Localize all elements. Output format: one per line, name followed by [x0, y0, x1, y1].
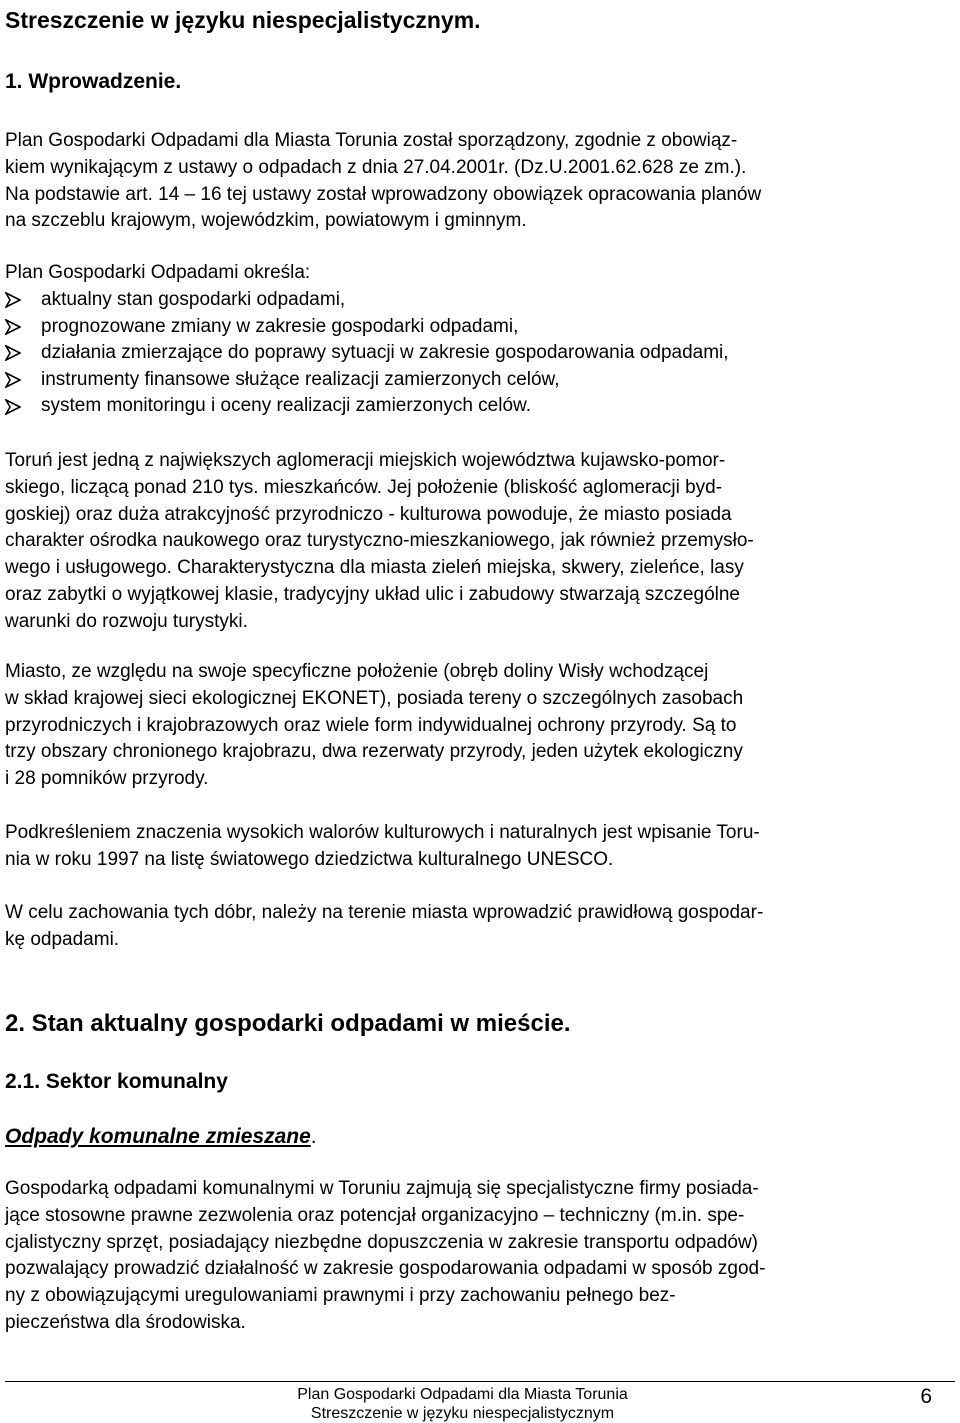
list-item	[5, 314, 729, 341]
subsection-heading-period: .	[310, 1125, 317, 1148]
arrowhead-bullet-icon	[5, 287, 41, 313]
list-item-text: działania zmierzające do poprawy sytuacji w zakresie gospodarowania odpadami,	[41, 342, 729, 364]
arrowhead-bullet-icon	[5, 394, 41, 420]
paragraph-conclusion: W celu zachowania tych dóbr, należy na terenie miasta wprowadzić prawidłową gospodar- kę odpadami.	[5, 902, 764, 950]
paragraph-intro: Plan Gospodarki Odpadami dla Miasta Torunia został sporządzony, zgodnie z obowiąz- kiem wynikającym z ustawy o odpadach z dnia 27.04.2001r. (Dz.U.2001.62.628 ze zm.). Na podstawie art. 14 – 16 tej ustawy został wprowadzony obowiązek opracowania planów na szczeblu krajowym, wojewódzkim, powiatowym i gminnym.	[5, 130, 762, 232]
scope-list	[5, 287, 729, 420]
section-2-heading: 2. Stan aktualny gospodarki odpadami w mieście.	[5, 1010, 571, 1037]
list-intro: Plan Gospodarki Odpadami określa:	[5, 262, 311, 283]
footer-line-1: Plan Gospodarki Odpadami dla Miasta Torunia	[297, 1386, 628, 1403]
list-item	[5, 393, 729, 420]
list-item-text: prognozowane zmiany w zakresie gospodarki odpadami,	[41, 315, 519, 337]
section-1-heading: 1. Wprowadzenie.	[5, 70, 182, 93]
page-number: 6	[920, 1385, 932, 1408]
paragraph-nature: Miasto, ze względu na swoje specyficzne położenie (obręb doliny Wisły wchodzącej w skład krajowej sieci ekologicznej EKONET), posiada tereny o szczególnych zasobach przyrodniczych i krajobrazowych oraz wiele form indywidualnej ochrony przyrody. Są to trzy obszary chronionego krajobrazu, dwa rezerwaty przyrody, jeden użytek ekologiczny i 28 pomników przyrody.	[5, 661, 744, 790]
paragraph-municipal-waste: Gospodarką odpadami komunalnymi w Toruniu zajmują się specjalistyczne firmy posiada- jące stosowne prawne zezwolenia oraz potencjał organizacyjno – techniczny (m.in. spe- cjalistyczny sprzęt, posiadający niezbędne dopuszczenia w zakresie transportu odpadów) pozwalający prowadzić działalność w zakresie gospodarowania odpadami w sposób zgod- ny z obowiązującymi uregulowaniami prawnymi i przy zachowaniu pełnego bez- pieczeństwa dla środowiska.	[5, 1178, 766, 1333]
list-item-text: aktualny stan gospodarki odpadami,	[41, 289, 346, 310]
subsection-heading-text: Odpady komunalne zmieszane	[5, 1125, 311, 1148]
arrowhead-bullet-icon	[5, 367, 41, 393]
list-item	[5, 367, 729, 394]
paragraph-torun: Toruń jest jedną z największych aglomeracji miejskich województwa kujawsko-pomor- skiego, liczącą ponad 210 tys. mieszkańców. Jej położenie (bliskość aglomeracji byd- goskiej) oraz duża atrakcyjność przyrodniczo - kulturowa powoduje, że miasto posiada charakter ośrodka naukowego oraz turystyczno-mieszkaniowego, jak również przemysło- wego i usługowego. Charakterystyczna dla miasta zieleń miejska, skwery, zieleńce, lasy oraz zabytki o wyjątkowej klasie, tradycyjny układ ulic i zabudowy stwarzają szczególne warunki do rozwoju turystyki.	[5, 450, 754, 632]
list-item-text: instrumenty finansowe służące realizacji zamierzonych celów,	[41, 368, 560, 390]
list-item	[5, 340, 729, 367]
section-2-1-heading: 2.1. Sektor komunalny	[5, 1070, 228, 1093]
footer-divider	[5, 1381, 955, 1382]
arrowhead-bullet-icon	[5, 314, 41, 340]
list-item-text: system monitoringu i oceny realizacji zamierzonych celów.	[41, 395, 531, 417]
list-item	[5, 287, 729, 314]
paragraph-unesco: Podkreśleniem znaczenia wysokich walorów kulturowych i naturalnych jest wpisanie Toru- nia w roku 1997 na listę światowego dziedzictwa kulturalnego UNESCO.	[5, 822, 760, 870]
document-title: Streszczenie w języku niespecjalistycznym.	[5, 7, 481, 33]
page-footer	[0, 1385, 925, 1423]
subsection-heading	[5, 1123, 317, 1151]
footer-line-2: Streszczenie w języku niespecjalistycznym	[310, 1405, 615, 1422]
arrowhead-bullet-icon	[5, 340, 41, 366]
